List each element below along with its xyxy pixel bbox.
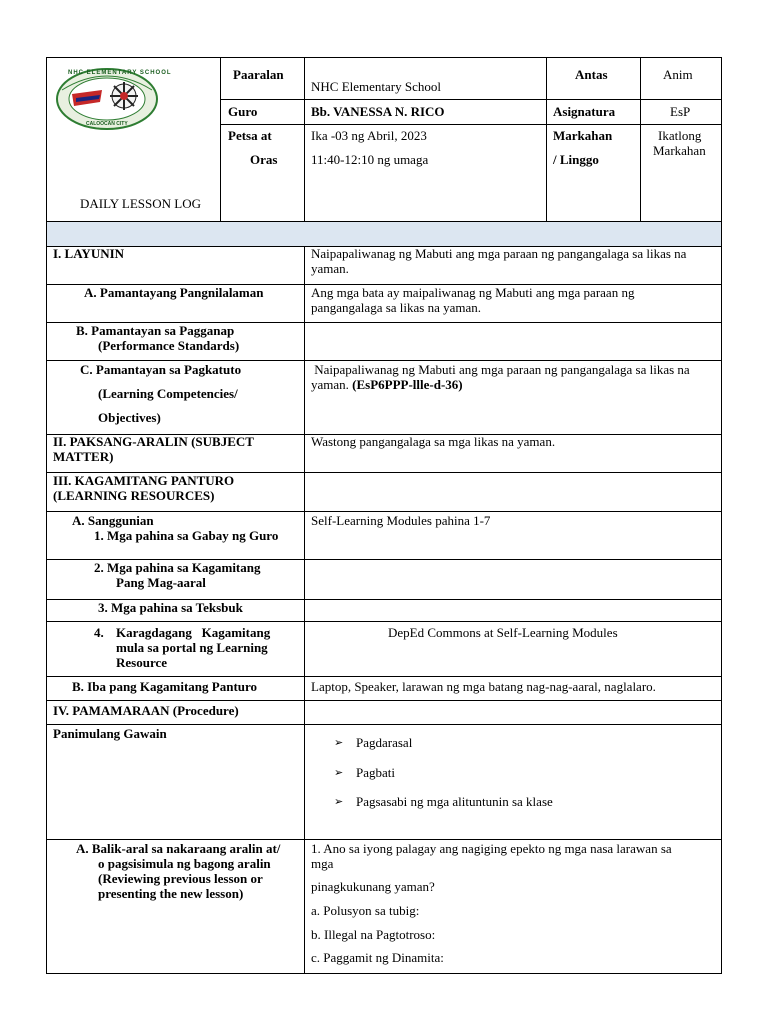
balik-value-2: mga (311, 856, 334, 871)
layunin-label: I. LAYUNIN (53, 246, 125, 261)
petsa-value-1: Ika -03 ng Abril, 2023 (311, 128, 427, 143)
balik-label-3: (Reviewing previous lesson or (98, 871, 263, 886)
antas-value: Anim (663, 67, 693, 82)
asignatura-value: EsP (670, 104, 691, 119)
paaralan-value: NHC Elementary School (311, 79, 441, 94)
paksa-label-2: MATTER) (53, 449, 114, 464)
petsa-label-1: Petsa at (228, 128, 272, 143)
karagdagang-label-1: Karagdagang Kagamitang (116, 625, 271, 640)
sanggunian-label: A. Sanggunian (72, 513, 154, 528)
pagkatuto-value-1: Naipapaliwanag ng Mabuti ang mga paraan ng pangangalaga sa likas na (311, 362, 690, 377)
petsa-value-2: 11:40-12:10 ng umaga (311, 152, 429, 167)
karagdagang-value: DepEd Commons at Self-Learning Modules (388, 625, 618, 640)
karagdagang-num: 4. (94, 625, 104, 640)
balik-value-3: pinagkukunang yaman? (311, 879, 435, 894)
pamantayang-value-2: pangangalaga sa likas na yaman. (311, 300, 482, 315)
karagdagang-label-2: mula sa portal ng Learning (116, 640, 268, 655)
paksa-label-1: II. PAKSANG-ARALIN (SUBJECT (53, 434, 254, 449)
pagkatuto-label-1: C. Pamantayan sa Pagkatuto (80, 362, 242, 377)
pagkatuto-label-3: Objectives) (98, 410, 161, 425)
balik-value-1: 1. Ano sa iyong palagay ang nagiging epekto ng mga nasa larawan sa (311, 841, 672, 856)
balik-label-2: o pagsisimula ng bagong aralin (98, 856, 271, 871)
pagganap-label-1: B. Pamantayan sa Pagganap (76, 323, 235, 338)
arrowhead-bullet-icon: ➢ (334, 736, 344, 749)
balik-value-6: c. Paggamit ng Dinamita: (311, 950, 444, 965)
kagamitan-label-1: III. KAGAMITANG PANTURO (53, 473, 235, 488)
markahan-label-1: Markahan (553, 128, 613, 143)
paaralan-label: Paaralan (233, 67, 284, 82)
markahan-value-2: Markahan (653, 143, 706, 158)
pamantayang-label: A. Pamantayang Pangnilalaman (84, 285, 264, 300)
pagkatuto-label-2: (Learning Competencies/ (98, 386, 238, 401)
pagganap-label-2: (Performance Standards) (98, 338, 240, 353)
balik-label-4: presenting the new lesson) (98, 886, 244, 901)
pagkatuto-value-2-text: yaman. (311, 377, 353, 392)
arrowhead-bullet-icon: ➢ (334, 766, 344, 779)
layunin-value-2: yaman. (311, 261, 349, 276)
balik-value-5: b. Illegal na Pagtotroso: (311, 927, 436, 942)
mag-aaral-label-1: 2. Mga pahina sa Kagamitang (94, 560, 261, 575)
petsa-label-2: Oras (250, 152, 278, 167)
gabay-value: Self-Learning Modules pahina 1-7 (311, 513, 491, 528)
panimulang-item: Pagsasabi ng mga alituntunin sa klase (356, 794, 553, 809)
asignatura-label: Asignatura (553, 104, 616, 119)
competency-code: (EsP6PPP-llle-d-36) (352, 377, 463, 392)
iba-value: Laptop, Speaker, larawan ng mga batang nag-nag-aaral, naglalaro. (311, 679, 656, 694)
panimulang-item: Pagbati (356, 765, 395, 780)
guro-value: Bb. VANESSA N. RICO (311, 104, 445, 119)
pagkatuto-value-2 (311, 377, 463, 392)
logo-ring-text: NHC ELEMENTARY SCHOOL (68, 70, 172, 76)
karagdagang-label-3: Resource (116, 655, 168, 670)
pamamaraan-label: IV. PAMAMARAAN (Procedure) (53, 703, 239, 718)
mag-aaral-label-2: Pang Mag-aaral (116, 575, 206, 590)
panimulang-item: Pagdarasal (356, 735, 413, 750)
section-band (46, 222, 721, 246)
iba-label: B. Iba pang Kagamitang Panturo (72, 679, 258, 694)
layunin-value-1: Naipapaliwanag ng Mabuti ang mga paraan ng pangangalaga sa likas na (311, 246, 687, 261)
markahan-value-1: Ikatlong (658, 128, 702, 143)
arrowhead-bullet-icon: ➢ (334, 795, 344, 808)
guro-label: Guro (228, 104, 258, 119)
balik-value-4: a. Polusyon sa tubig: (311, 903, 420, 918)
panimulang-label: Panimulang Gawain (53, 726, 167, 741)
markahan-label-2: / Linggo (553, 152, 599, 167)
pamantayang-value-1: Ang mga bata ay maipaliwanag ng Mabuti ang mga paraan ng (311, 285, 635, 300)
doc-title: DAILY LESSON LOG (80, 196, 201, 211)
teksbuk-label: 3. Mga pahina sa Teksbuk (98, 600, 243, 615)
balik-label-1: A. Balik-aral sa nakaraang aralin at/ (76, 841, 281, 856)
logo-city-text: CALOOCAN CITY (86, 121, 128, 127)
antas-label: Antas (575, 67, 608, 82)
gabay-label: 1. Mga pahina sa Gabay ng Guro (94, 528, 279, 543)
paksa-value: Wastong pangangalaga sa mga likas na yaman. (311, 434, 556, 449)
kagamitan-label-2: (LEARNING RESOURCES) (53, 488, 215, 503)
